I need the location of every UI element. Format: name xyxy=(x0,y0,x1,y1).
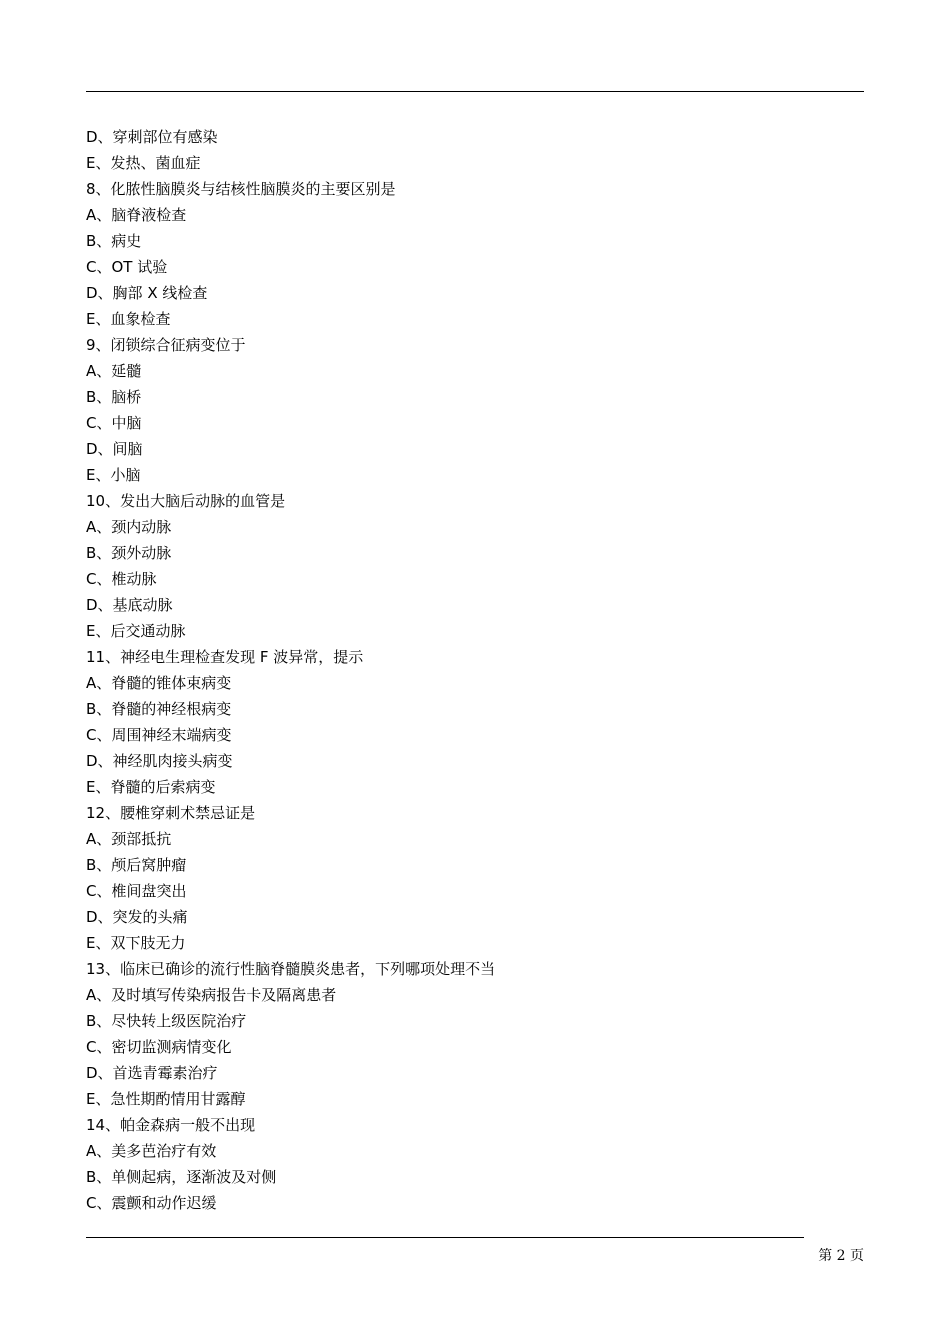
option-line: C、椎动脉 xyxy=(86,570,157,588)
option-line: B、病史 xyxy=(86,232,142,250)
question-line: 12、腰椎穿刺术禁忌证是 xyxy=(86,804,256,822)
text-line: E、发热、菌血症 xyxy=(86,154,201,172)
document-body xyxy=(86,124,864,1216)
text-line: D、穿刺部位有感染 xyxy=(86,128,218,146)
option-line: C、OT 试验 xyxy=(86,258,168,276)
option-line: A、脊髓的锥体束病变 xyxy=(86,674,232,692)
option-line: B、单侧起病，逐渐波及对侧 xyxy=(86,1168,277,1186)
option-line: D、突发的头痛 xyxy=(86,908,188,926)
option-line: A、延髓 xyxy=(86,362,142,380)
option-line: B、尽快转上级医院治疗 xyxy=(86,1012,247,1030)
footer-divider xyxy=(86,1237,804,1238)
option-line: C、周围神经末端病变 xyxy=(86,726,232,744)
option-line: C、椎间盘突出 xyxy=(86,882,187,900)
option-line: E、双下肢无力 xyxy=(86,934,186,952)
option-line: D、首选青霉素治疗 xyxy=(86,1064,218,1082)
option-line: A、脑脊液检查 xyxy=(86,206,187,224)
question-line: 9、闭锁综合征病变位于 xyxy=(86,336,246,354)
option-line: A、颈内动脉 xyxy=(86,518,172,536)
question-line: 8、化脓性脑膜炎与结核性脑膜炎的主要区别是 xyxy=(86,180,396,198)
option-line: E、血象检查 xyxy=(86,310,171,328)
option-line: D、胸部 X 线检查 xyxy=(86,284,208,302)
option-line: B、颈外动脉 xyxy=(86,544,172,562)
question-line: 11、神经电生理检查发现 F 波异常，提示 xyxy=(86,648,364,666)
option-line: B、脑桥 xyxy=(86,388,142,406)
option-line: A、美多芭治疗有效 xyxy=(86,1142,217,1160)
option-line: E、急性期酌情用甘露醇 xyxy=(86,1090,246,1108)
question-line: 14、帕金森病一般不出现 xyxy=(86,1116,256,1134)
option-line: C、中脑 xyxy=(86,414,142,432)
option-line: E、后交通动脉 xyxy=(86,622,186,640)
question-line: 13、临床已确诊的流行性脑脊髓膜炎患者，下列哪项处理不当 xyxy=(86,960,496,978)
option-line: D、间脑 xyxy=(86,440,143,458)
option-line: E、小脑 xyxy=(86,466,141,484)
option-line: B、脊髓的神经根病变 xyxy=(86,700,232,718)
option-line: C、震颤和动作迟缓 xyxy=(86,1194,217,1212)
page-number: 第 2 页 xyxy=(818,1248,864,1264)
option-line: A、及时填写传染病报告卡及隔离患者 xyxy=(86,986,337,1004)
question-line: 10、发出大脑后动脉的血管是 xyxy=(86,492,286,510)
option-line: B、颅后窝肿瘤 xyxy=(86,856,187,874)
header-divider xyxy=(86,91,864,92)
option-line: D、神经肌肉接头病变 xyxy=(86,752,233,770)
option-line: D、基底动脉 xyxy=(86,596,173,614)
option-line: C、密切监测病情变化 xyxy=(86,1038,232,1056)
option-line: E、脊髓的后索病变 xyxy=(86,778,216,796)
option-line: A、颈部抵抗 xyxy=(86,830,172,848)
